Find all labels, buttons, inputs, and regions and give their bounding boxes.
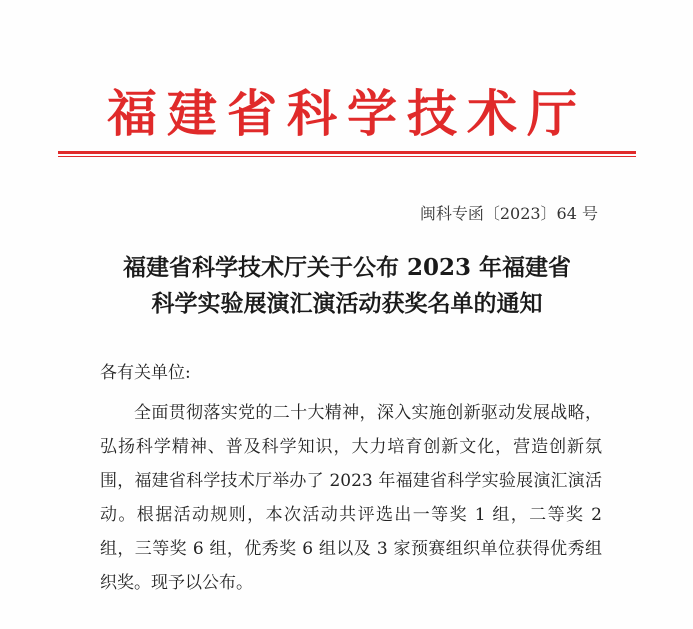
document-heading	[58, 250, 636, 322]
document-heading-line-2: 科学实验展演汇演活动获奖名单的通知	[151, 290, 543, 317]
salutation: 各有关单位:	[100, 363, 191, 383]
document-heading-line-1: 福建省科学技术厅关于公布 2023 年福建省	[122, 254, 572, 281]
letterhead-rule-thin	[58, 156, 636, 157]
letterhead-rule-thick	[58, 151, 636, 154]
letterhead-title: 福建省科学技术厅	[107, 84, 587, 143]
body-paragraph: 全面贯彻落实党的二十大精神，深入实施创新驱动发展战略，弘扬科学精神、普及科学知识，大力培育创新文化，营造创新氛围，福建省科学技术厅举办了 2023 年福建省科学实验展演汇演活动。根据活动规则，本次活动共评选出一等奖 1 组，二等奖 2 组，三等奖 6 组，优秀奖 6 组以及 3 家预赛组织单位获得优秀组织奖。现予以公布。	[100, 403, 602, 593]
document-number: 闽科专函〔2023〕64 号	[419, 204, 598, 223]
